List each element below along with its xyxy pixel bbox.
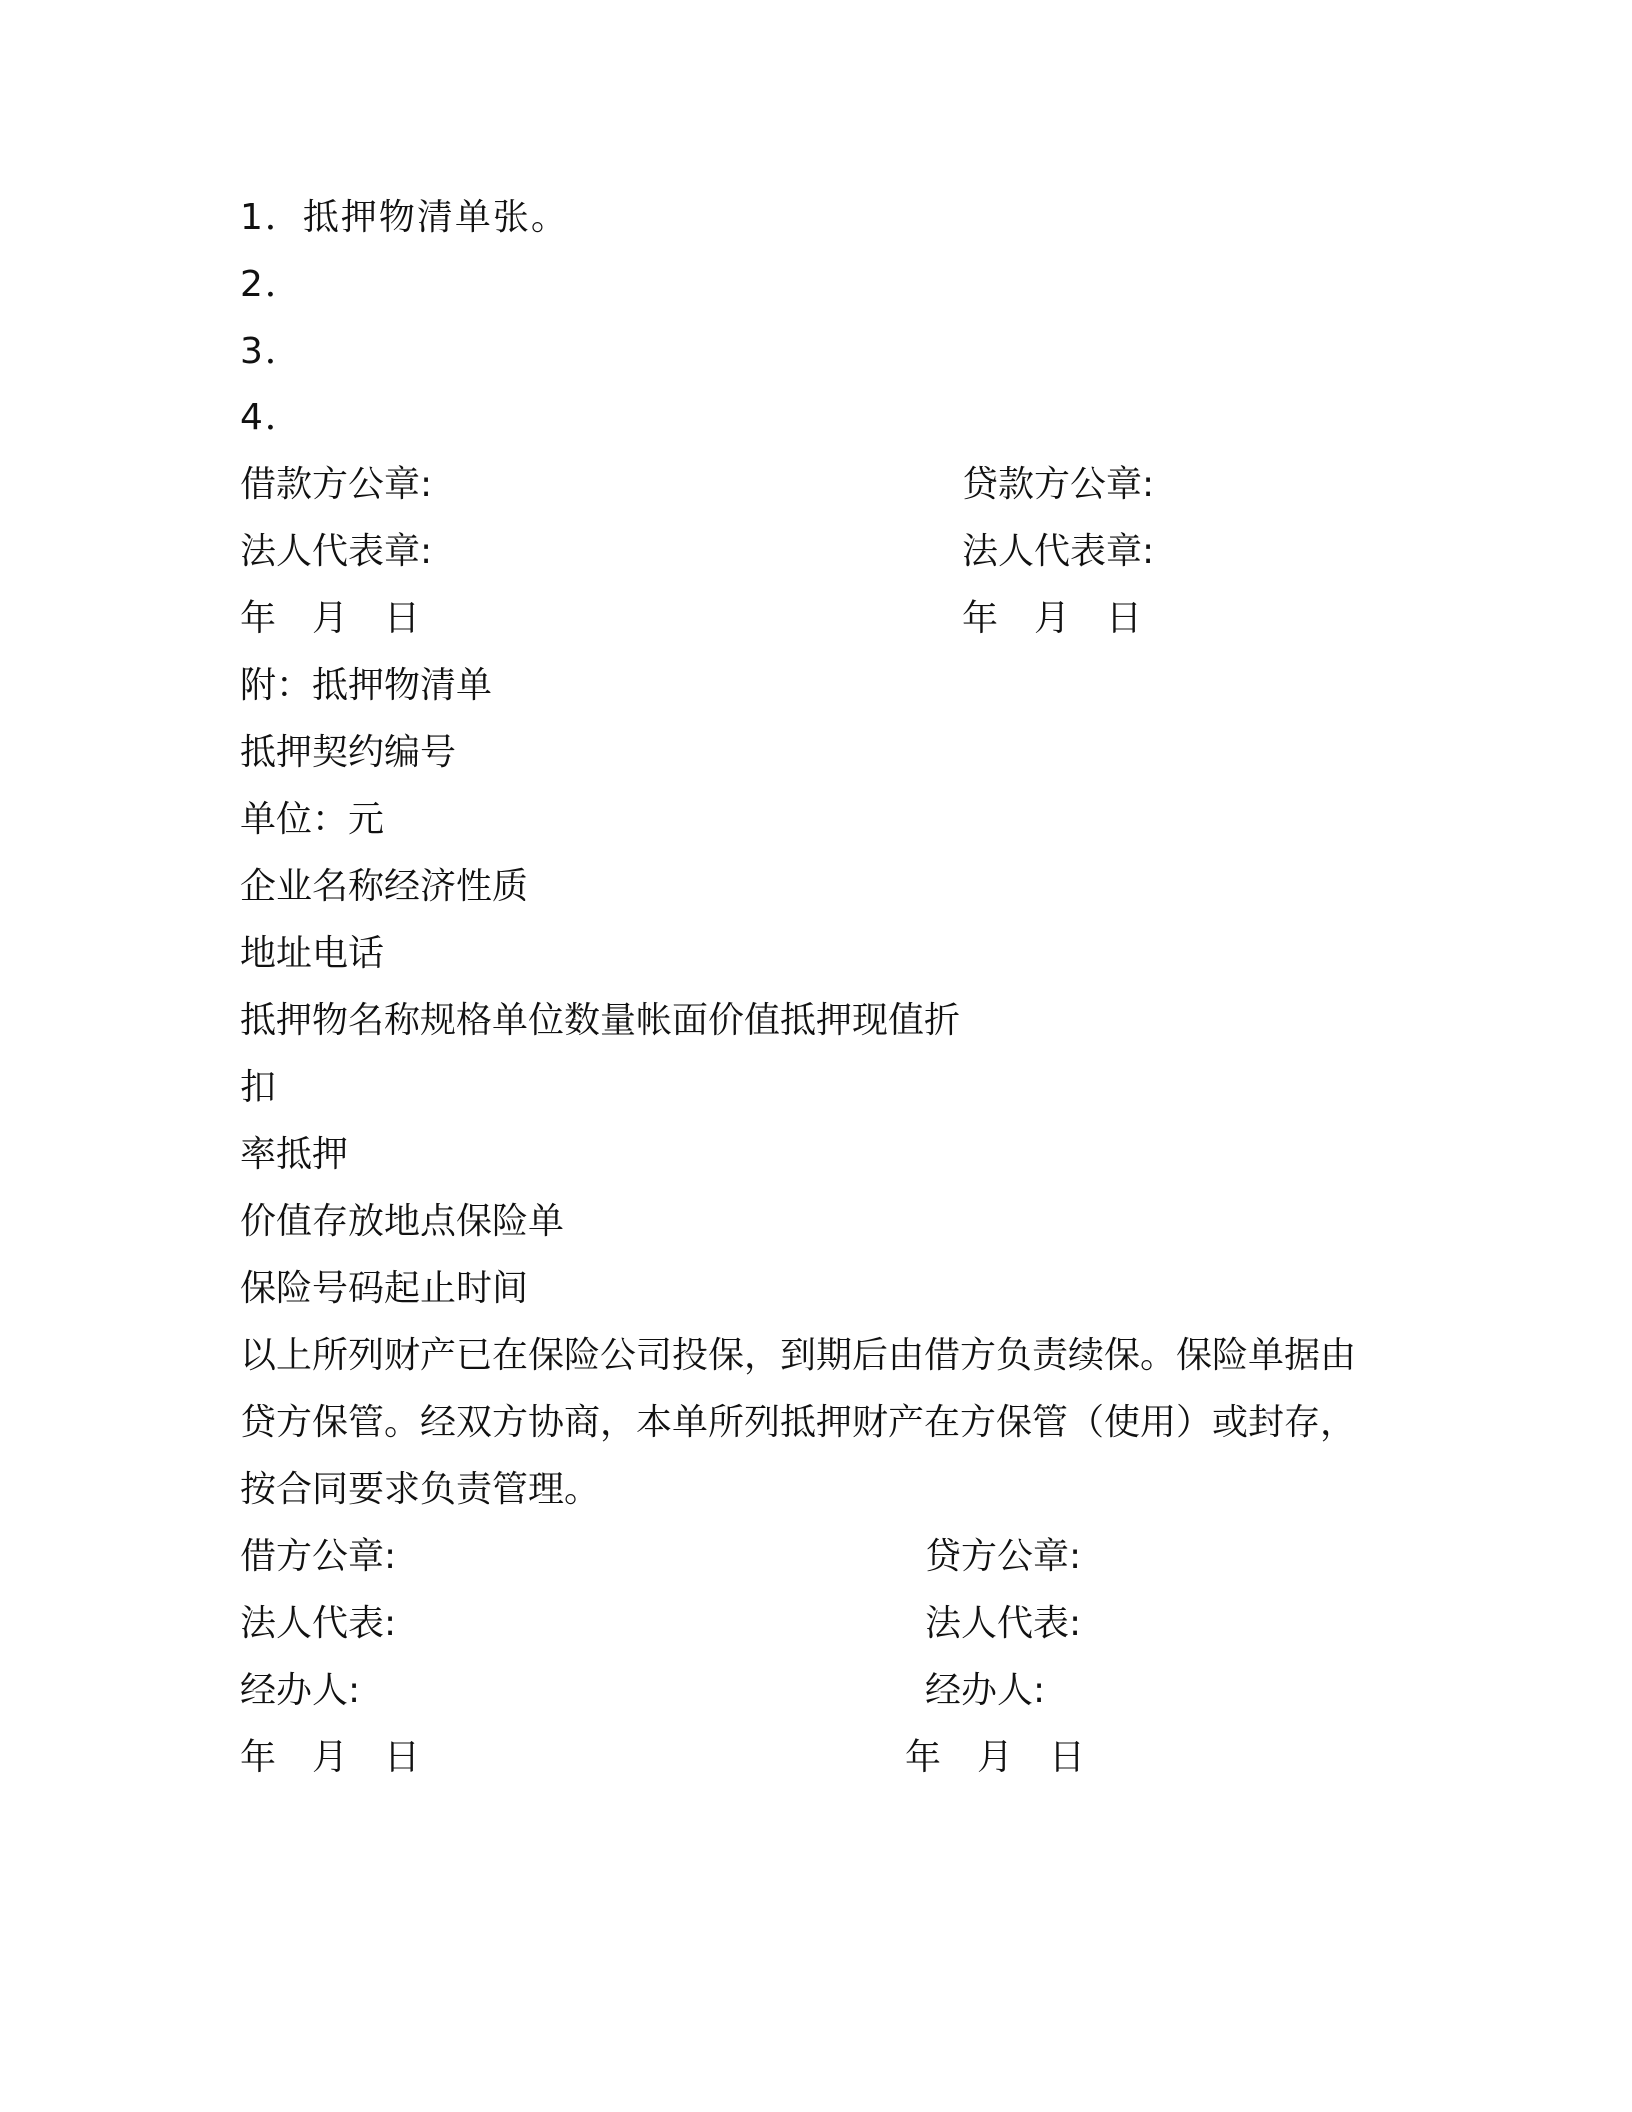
- contract-number-label: 抵押契约编号: [240, 732, 457, 773]
- appendix-field: 地址电话: [240, 933, 385, 974]
- lender-legal-rep-label: 法人代表章:: [962, 531, 1155, 572]
- lender-handler-label: 经办人:: [925, 1670, 1046, 1711]
- paragraph-line: 按合同要求负责管理。: [240, 1469, 601, 1510]
- borrower-legal-rep-label-2: 法人代表:: [240, 1603, 397, 1644]
- appendix-field: 抵押物名称规格单位数量帐面价值抵押现值折: [240, 1000, 961, 1041]
- borrower-legal-rep-label: 法人代表章:: [240, 531, 433, 572]
- appendix-field: 保险号码起止时间: [240, 1268, 529, 1309]
- paragraph-line: 以上所列财产已在保险公司投保，到期后由借方负责续保。保险单据由: [240, 1335, 1357, 1376]
- lender-seal-label-2: 贷方公章:: [925, 1536, 1082, 1577]
- appendix-field: 扣: [240, 1067, 277, 1108]
- appendix-heading: 附：抵押物清单: [240, 665, 493, 706]
- borrower-seal-label: 借款方公章:: [240, 464, 433, 505]
- borrower-seal-label-2: 借方公章:: [240, 1536, 397, 1577]
- unit-label: 单位：元: [240, 799, 385, 840]
- borrower-handler-label: 经办人:: [240, 1670, 361, 1711]
- list-item-1: 1．抵押物清单张。: [240, 197, 569, 238]
- paragraph-line: 贷方保管。经双方协商，本单所列抵押财产在方保管（使用）或封存，: [240, 1402, 1357, 1443]
- list-item-2: 2．: [240, 264, 303, 305]
- lender-date-label-2: 年 月 日: [905, 1737, 1086, 1778]
- lender-legal-rep-label-2: 法人代表:: [925, 1603, 1082, 1644]
- lender-seal-label: 贷款方公章:: [962, 464, 1155, 505]
- list-item-3: 3．: [240, 331, 303, 372]
- lender-date-label: 年 月 日: [962, 598, 1143, 639]
- borrower-date-label-2: 年 月 日: [240, 1737, 421, 1778]
- appendix-field: 率抵押: [240, 1134, 349, 1175]
- list-item-4: 4．: [240, 397, 303, 438]
- appendix-field: 企业名称经济性质: [240, 866, 529, 907]
- borrower-date-label: 年 月 日: [240, 598, 421, 639]
- appendix-field: 价值存放地点保险单: [240, 1201, 565, 1242]
